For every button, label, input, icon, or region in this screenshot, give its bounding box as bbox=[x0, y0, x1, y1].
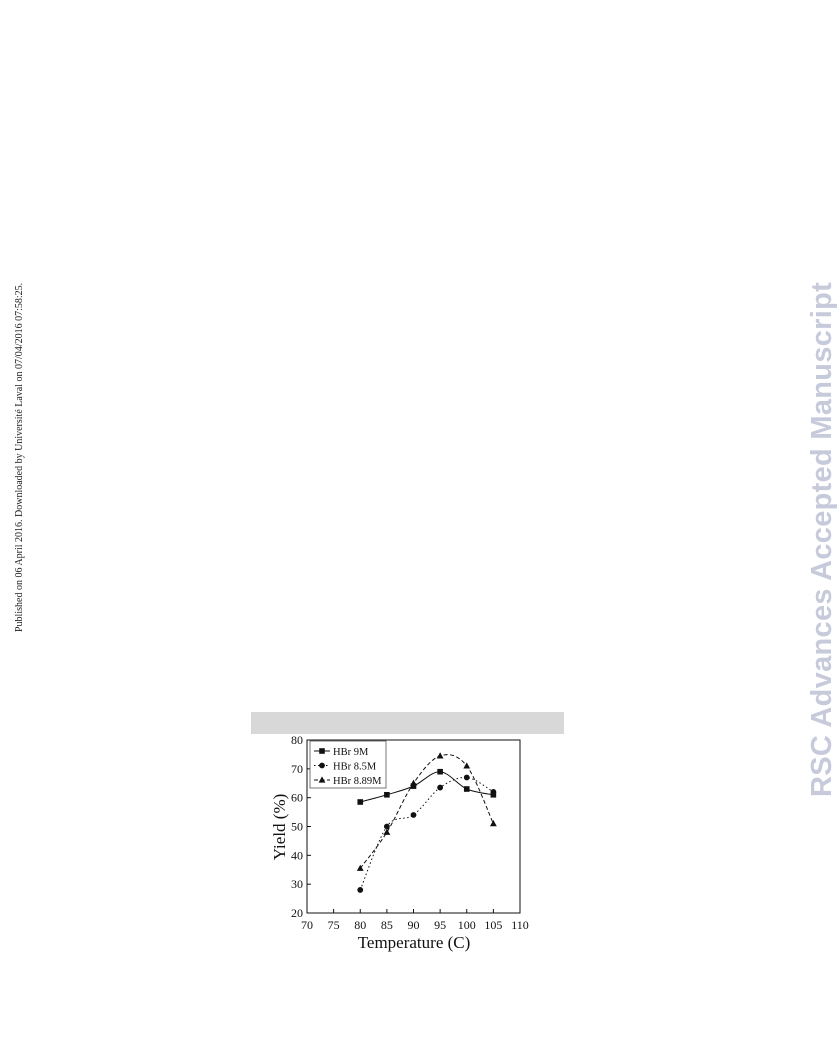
series-1-point bbox=[357, 799, 363, 805]
download-notice: Published on 06 April 2016. Downloaded by Université Laval on 07/04/2016 07:58:25. bbox=[14, 282, 25, 632]
x-tick-label: 85 bbox=[380, 918, 393, 932]
series-3-point bbox=[490, 820, 497, 826]
yield-chart bbox=[251, 734, 564, 954]
legend-label-3: HBr 8.89M bbox=[333, 776, 382, 787]
series-2-point bbox=[464, 775, 470, 781]
y-tick-label: 40 bbox=[291, 848, 303, 863]
x-tick-label: 95 bbox=[434, 918, 447, 932]
series-1-point bbox=[384, 792, 390, 798]
x-tick-label: 100 bbox=[457, 918, 476, 932]
x-tick-label: 110 bbox=[511, 918, 529, 932]
series-2-point bbox=[411, 812, 417, 818]
x-tick-label: 80 bbox=[354, 918, 367, 932]
x-tick-label: 70 bbox=[301, 918, 313, 932]
y-tick-label: 50 bbox=[291, 819, 303, 834]
legend-label-2: HBr 8.5M bbox=[333, 761, 377, 773]
x-axis-title: Temperature (C) bbox=[357, 933, 471, 952]
series-3-point bbox=[437, 752, 444, 758]
y-tick-label: 70 bbox=[291, 761, 303, 776]
series-2-point bbox=[437, 785, 443, 791]
x-tick-label: 105 bbox=[484, 918, 503, 932]
series-1-point bbox=[437, 769, 443, 775]
y-tick-label: 30 bbox=[291, 877, 303, 892]
figure-header-band bbox=[251, 712, 564, 734]
series-1-point bbox=[464, 786, 470, 792]
y-axis-title: Yield (%) bbox=[270, 793, 289, 861]
series-2-point bbox=[357, 887, 363, 893]
x-tick-label: 75 bbox=[327, 918, 340, 932]
legend-label-1: HBr 9M bbox=[333, 747, 369, 758]
series-2-point bbox=[490, 789, 496, 795]
legend-marker-1 bbox=[319, 748, 325, 754]
x-tick-label: 90 bbox=[407, 918, 420, 932]
y-tick-label: 80 bbox=[291, 733, 303, 747]
legend bbox=[310, 741, 386, 788]
y-tick-label: 60 bbox=[291, 790, 303, 805]
legend-marker-2 bbox=[319, 763, 325, 769]
series-line-2 bbox=[360, 777, 493, 890]
series-2-point bbox=[384, 824, 390, 830]
y-tick-label: 20 bbox=[291, 906, 303, 920]
accepted-manuscript-watermark: RSC Advances Accepted Manuscript bbox=[806, 281, 838, 797]
